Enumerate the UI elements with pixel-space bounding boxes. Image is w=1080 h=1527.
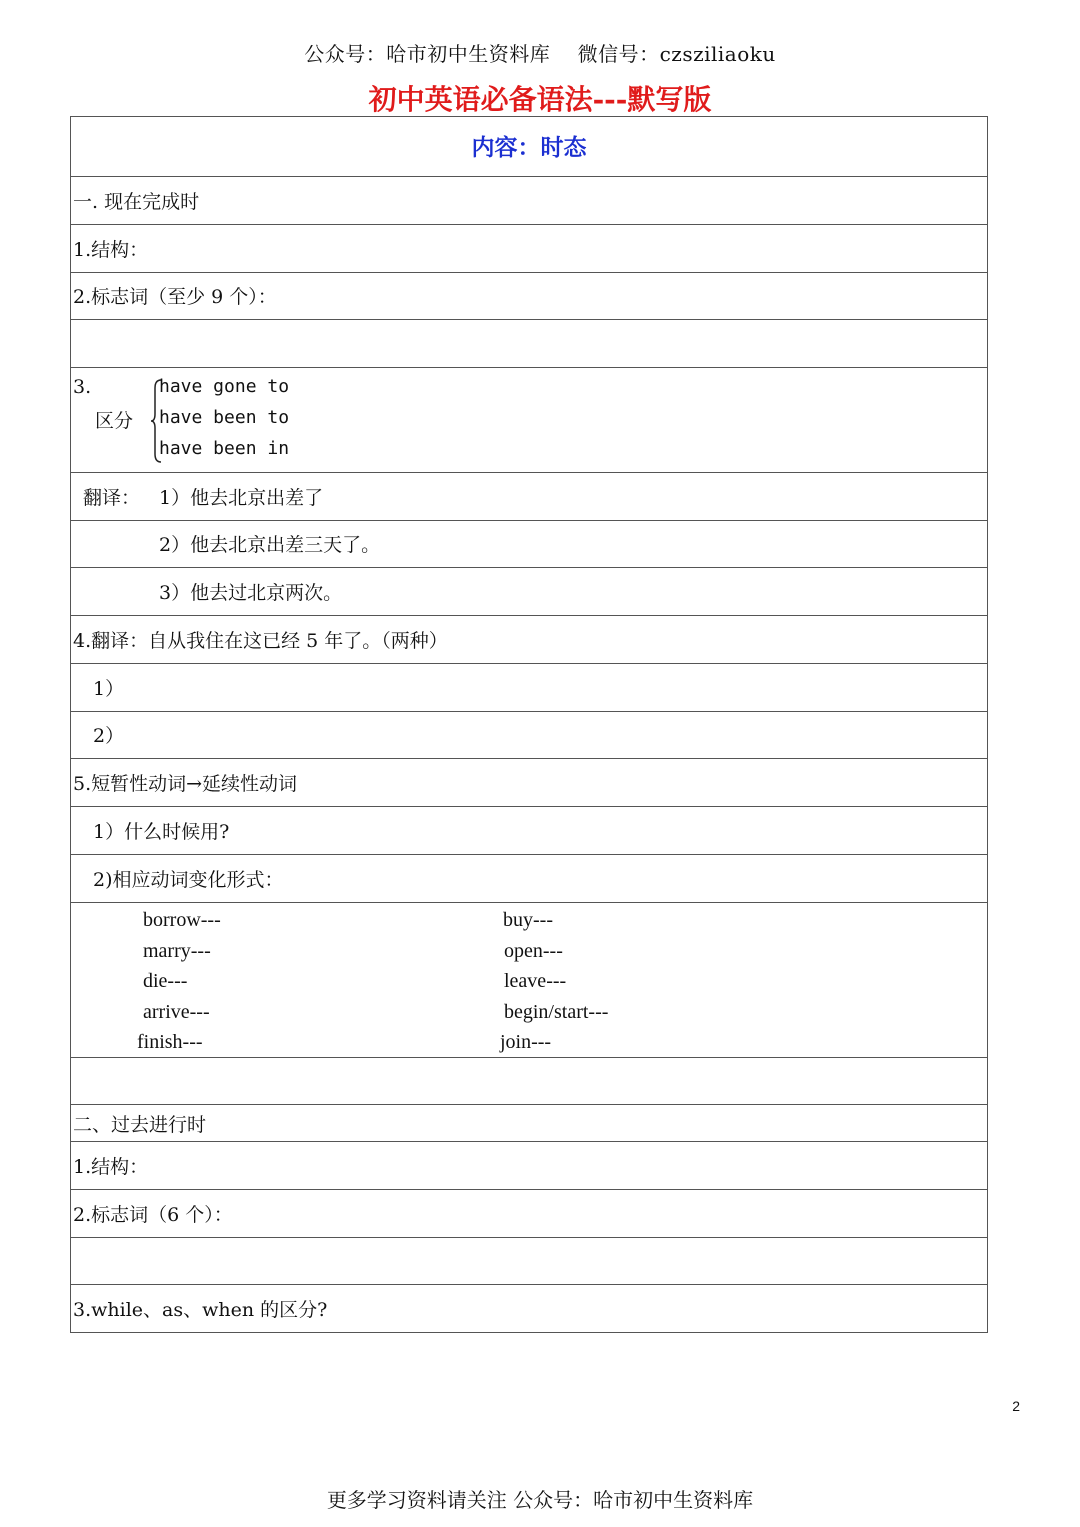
distinction-option: have been to — [159, 406, 290, 428]
answer-blank-row — [71, 1058, 987, 1106]
translation-row — [71, 473, 987, 521]
caption: 内容：时态 — [471, 134, 587, 161]
answer-1-label: 1） — [93, 677, 125, 700]
question-5: 5.短暂性动词→延续性动词 — [73, 773, 298, 795]
translation-label: 翻译： — [83, 486, 141, 509]
distinction-label: 区分 — [95, 409, 134, 432]
signal-words-row — [71, 273, 987, 321]
translation-item: 2）他去北京出差三天了。 — [159, 534, 381, 556]
page-header: 公众号：哈市初中生资料库 微信号：czsziliaoku — [304, 42, 776, 66]
section-heading-row — [71, 177, 987, 225]
question-row — [71, 759, 987, 807]
answer-blank-row — [71, 1238, 987, 1286]
question-row — [71, 616, 987, 664]
section-1-heading: 一. 现在完成时 — [73, 190, 200, 213]
s2-structure-label: 1.结构： — [73, 1155, 149, 1178]
s2-signal-label: 2.标志词（6 个）： — [73, 1203, 233, 1226]
structure-row — [71, 225, 987, 273]
verb-forms-row — [71, 903, 987, 1058]
question-5-2: 2)相应动词变化形式： — [93, 868, 284, 891]
translation-item: 3）他去过北京两次。 — [159, 582, 343, 604]
signal-words-row — [71, 1190, 987, 1238]
s1-signal-label: 2.标志词（至少 9 个）： — [73, 286, 277, 308]
s2-question-3: 3.while、as、when 的区分? — [73, 1298, 328, 1321]
translation-row — [71, 568, 987, 616]
translation-row — [71, 521, 987, 569]
answer-row — [71, 712, 987, 760]
page-number: 2 — [1012, 1398, 1020, 1414]
question-row — [71, 1285, 987, 1333]
answer-blank-row — [71, 320, 987, 368]
verb-item: die--- — [143, 969, 188, 992]
question-row — [71, 855, 987, 903]
verb-item: finish--- — [137, 1030, 203, 1053]
verb-item: open--- — [504, 939, 563, 962]
verb-item: marry--- — [143, 939, 211, 962]
page-footer: 更多学习资料请关注 公众号：哈市初中生资料库 — [326, 1488, 754, 1512]
distinction-option: have gone to — [159, 375, 290, 397]
section-heading-row — [71, 1105, 987, 1142]
answer-row — [71, 664, 987, 712]
verb-item: leave--- — [504, 969, 567, 992]
structure-row — [71, 1142, 987, 1190]
verb-item: join--- — [500, 1030, 552, 1053]
question-row — [71, 807, 987, 855]
question-4: 4.翻译：自从我住在这已经 5 年了。（两种） — [73, 629, 448, 652]
distinction-number: 3. — [73, 375, 92, 398]
distinction-option: have been in — [159, 437, 290, 459]
caption-row — [71, 117, 987, 177]
section-2-heading: 二、过去进行时 — [73, 1114, 207, 1136]
translation-item: 1）他去北京出差了 — [159, 486, 324, 509]
worksheet-table — [70, 116, 988, 1333]
question-5-1: 1）什么时候用? — [93, 820, 230, 843]
s1-structure-label: 1.结构： — [73, 238, 149, 261]
answer-2-label: 2） — [93, 725, 125, 747]
verb-item: arrive--- — [143, 1000, 210, 1023]
verb-item: begin/start--- — [504, 1000, 609, 1023]
distinction-row — [71, 368, 987, 473]
verb-item: buy--- — [503, 908, 553, 931]
verb-item: borrow--- — [143, 908, 221, 931]
page-title: 初中英语必备语法---默写版 — [368, 83, 712, 116]
